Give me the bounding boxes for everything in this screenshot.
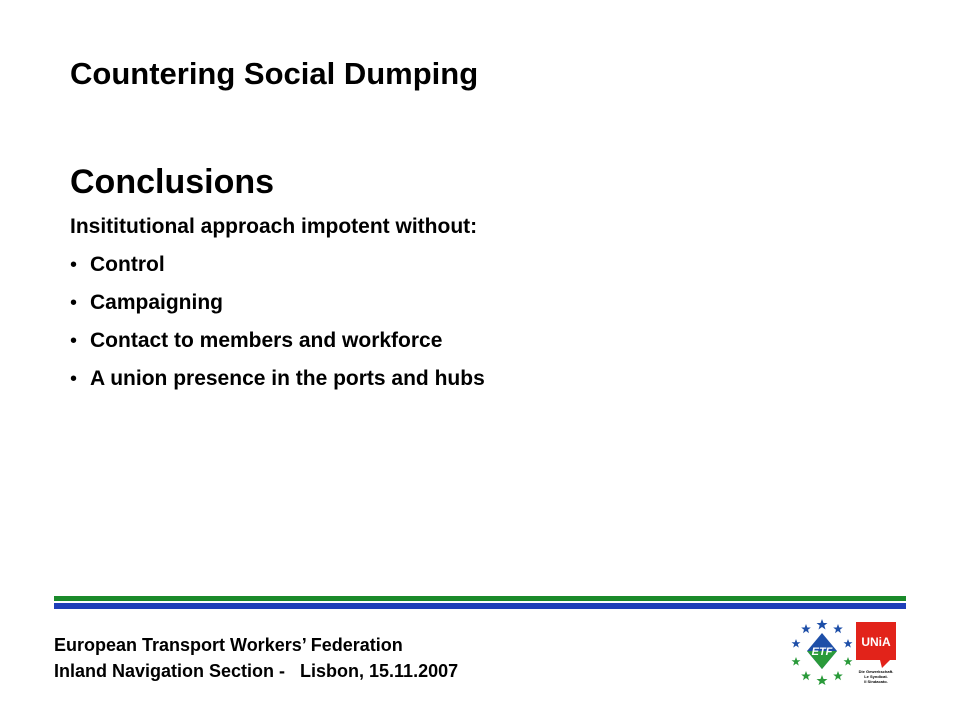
footer	[54, 632, 458, 684]
etf-logo-text: ETF	[811, 646, 833, 658]
list-item	[70, 329, 485, 367]
section-heading: Conclusions	[70, 163, 275, 201]
bullet-text: Campaigning	[90, 291, 224, 314]
unia-tagline-2: Le Syndicat.	[864, 674, 888, 679]
unia-logo-icon	[856, 622, 896, 684]
bullet-list	[70, 253, 485, 405]
etf-logo-icon	[790, 617, 854, 685]
divider-blue	[54, 603, 906, 609]
intro-text: Insititutional approach impotent without:	[70, 215, 478, 238]
footer-organization: European Transport Workers’ Federation	[54, 635, 403, 655]
list-item	[70, 291, 485, 329]
unia-tagline-1: Die Gewerkschaft.	[858, 669, 894, 674]
bullet-icon: •	[70, 292, 78, 314]
unia-tagline-3: Il Sindacato.	[864, 679, 888, 684]
bullet-icon: •	[70, 368, 78, 390]
unia-logo-text: UNiA	[861, 635, 891, 649]
list-item	[70, 367, 485, 405]
slide-title: Countering Social Dumping	[70, 56, 479, 91]
bullet-icon: •	[70, 330, 78, 352]
footer-event: Inland Navigation Section - Lisbon, 15.11.2007	[54, 661, 459, 681]
bullet-icon: •	[70, 254, 78, 276]
bullet-text: Control	[90, 253, 165, 276]
bullet-text: Contact to members and workforce	[90, 329, 443, 352]
bullet-text: A union presence in the ports and hubs	[90, 367, 485, 390]
list-item	[70, 253, 485, 291]
